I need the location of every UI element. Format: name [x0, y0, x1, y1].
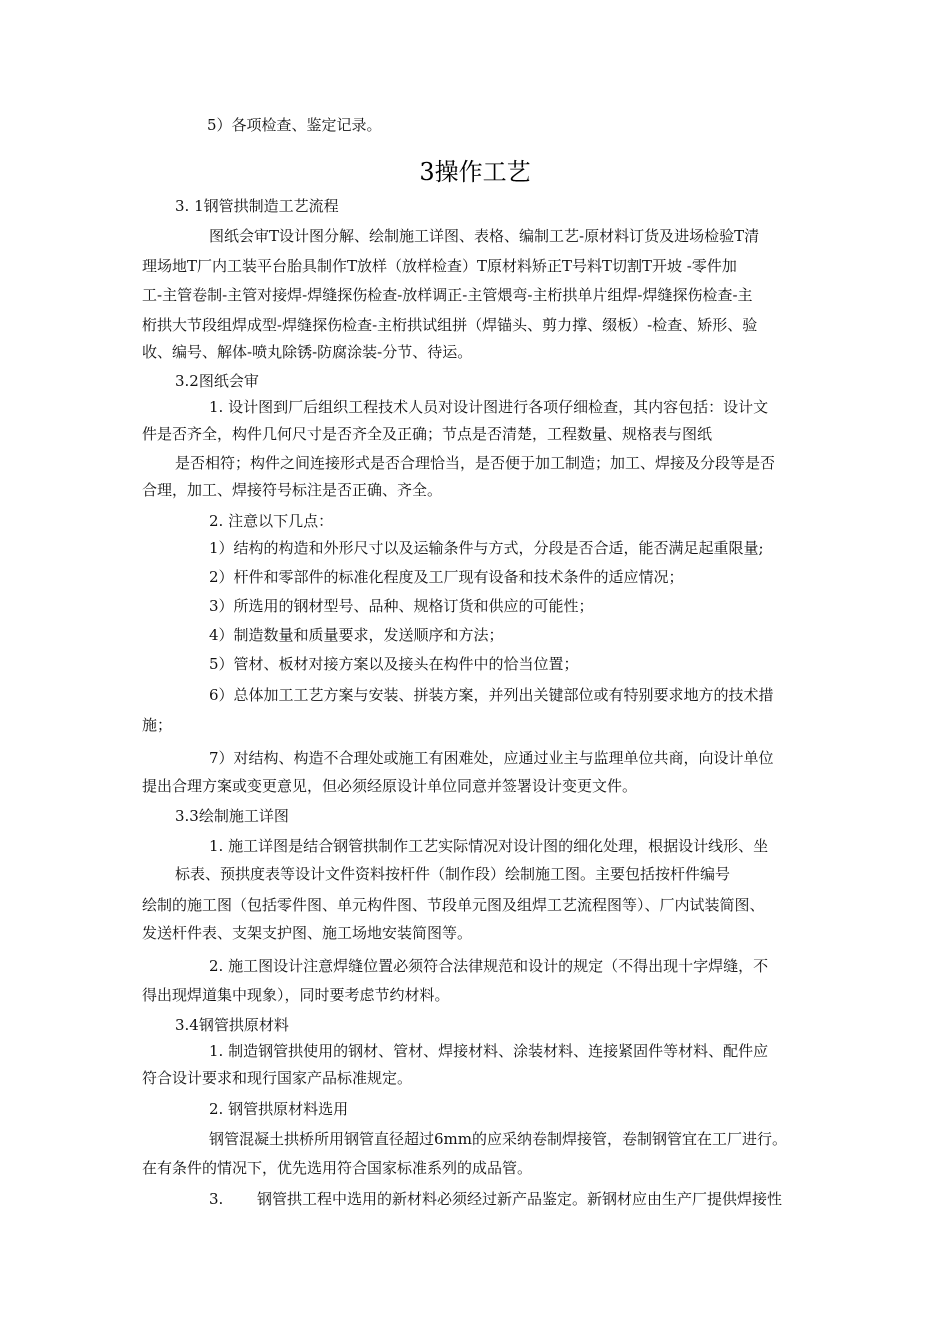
- flow-line: 理场地T厂内工装平台胎具制作T放样（放样检查）T原材料矫正T号料T切割T开坡 -零件加: [142, 257, 737, 275]
- heading-3-1: 3. 1钢管拱制造工艺流程: [175, 197, 339, 215]
- paragraph-line: 是否相符；构件之间连接形式是否合理恰当，是否便于加工制造；加工、焊接及分段等是否: [175, 454, 776, 472]
- list-item: 施；: [142, 716, 173, 734]
- list-item: 2）杆件和零部件的标准化程度及工厂现有设备和技术条件的适应情况；: [209, 568, 684, 586]
- list-item: 1）结构的构造和外形尺寸以及运输条件与方式，分段是否合适，能否满足起重限量;: [209, 539, 764, 557]
- heading-3-3: 3.3绘制施工详图: [175, 807, 289, 825]
- list-item: 3）所选用的钢材型号、品种、规格订货和供应的可能性；: [209, 597, 594, 615]
- paragraph-line: 绘制的施工图（包括零件图、单元构件图、节段单元图及组焊工艺流程图等）、厂内试装简图、: [142, 896, 765, 914]
- section-title: 3操作工艺: [419, 158, 531, 186]
- paragraph-line: 件是否齐全，构件几何尺寸是否齐全及正确；节点是否清楚，工程数量、规格表与图纸: [142, 425, 713, 443]
- paragraph-line: 1. 施工详图是结合钢管拱制作工艺实际情况对设计图的细化处理，根据设计线形、坐: [209, 837, 769, 855]
- paragraph-line: 钢管混凝土拱桥所用钢管直径超过6mm的应采纳卷制焊接管，卷制钢管宜在工厂进行。: [209, 1130, 787, 1148]
- paragraph-line: 符合设计要求和现行国家产品标准规定。: [142, 1069, 413, 1087]
- list-number: 3.: [209, 1190, 224, 1208]
- flow-line: 图纸会审T设计图分解、绘制施工详图、表格、编制工艺-原材料订货及进场检验T清: [209, 227, 760, 245]
- paragraph-line: 2. 施工图设计注意焊缝位置必须符合法律规范和设计的规定（不得出现十字焊缝，不: [209, 957, 769, 975]
- flow-line: 工-主管卷制-主管对接焊-焊缝探伤检查-放样调正-主管煨弯-主桁拱单片组焊-焊缝探伤检查-主: [142, 286, 753, 304]
- paragraph-line: 钢管拱工程中选用的新材料必须经过新产品鉴定。新钢材应由生产厂提供焊接性: [257, 1190, 783, 1208]
- heading-3-2: 3.2图纸会审: [175, 372, 259, 390]
- paragraph-line: 1. 制造钢管拱使用的钢材、管材、焊接材料、涂装材料、连接紧固件等材料、配件应: [209, 1042, 769, 1060]
- list-item: 提出合理方案或变更意见，但必须经原设计单位同意并签署设计变更文件。: [142, 777, 638, 795]
- list-item: 4）制造数量和质量要求，发送顺序和方法；: [209, 626, 504, 644]
- heading-3-4: 3.4钢管拱原材料: [175, 1016, 289, 1034]
- paragraph-line: 合理，加工、焊接符号标注是否正确、齐全。: [142, 481, 443, 499]
- paragraph-line: 发送杆件表、支架支护图、施工场地安装简图等。: [142, 924, 473, 942]
- paragraph-line: 2. 钢管拱原材料选用: [209, 1100, 349, 1118]
- flow-line: 收、编号、解体-喷丸除锈-防腐涂装-分节、待运。: [142, 343, 473, 361]
- flow-line: 桁拱大节段组焊成型-焊缝探伤检查-主桁拱试组拼（焊锚头、剪力撑、缀板）-检查、矫形、验: [142, 316, 758, 334]
- list-item: 5）管材、板材对接方案以及接头在构件中的恰当位置；: [209, 655, 579, 673]
- records-item: 5）各项检查、鉴定记录。: [207, 116, 382, 134]
- paragraph-line: 1. 设计图到厂后组织工程技术人员对设计图进行各项仔细检查，其内容包括：设计文: [209, 398, 769, 416]
- list-item: 6）总体加工工艺方案与安装、拼装方案，并列出关键部位或有特别要求地方的技术措: [209, 686, 774, 704]
- paragraph-line: 得出现焊道集中现象），同时要考虑节约材料。: [142, 986, 450, 1004]
- paragraph-line: 标表、预拱度表等设计文件资料按杆件（制作段）绘制施工图。主要包括按杆件编号: [175, 865, 731, 883]
- paragraph-line: 在有条件的情况下，优先选用符合国家标准系列的成品管。: [142, 1159, 533, 1177]
- paragraph-line: 2. 注意以下几点：: [209, 512, 334, 530]
- list-item: 7）对结构、构造不合理处或施工有困难处，应通过业主与监理单位共商，向设计单位: [209, 749, 774, 767]
